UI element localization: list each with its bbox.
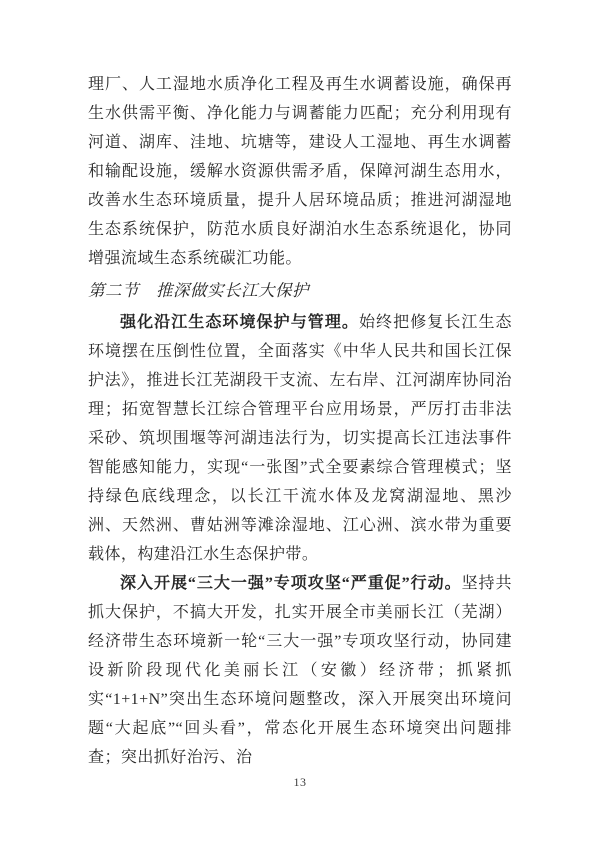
paragraph-text: 坚持共抓大保护，不搞大开发，扎实开展全市美丽长江（芜湖）经济带生态环境新一轮“三大一强”专项攻坚行动，协同建设新阶段现代化美丽长江（安徽）经济带；抓紧抓实“1+1+N”突出生态环境问题整改，深入开展突出环境问题“大起底”“回头看”，常态化开展生态环境突出问题排查；突出抓好治污、治 — [88, 575, 512, 766]
text-block — [88, 70, 512, 772]
paragraph-text: 始终把修复长江生态环境摆在压倒性位置，全面落实《中华人民共和国长江保护法》，推进长江芜湖段干支流、左右岸、江河湖库协同治理；拓宽智慧长江综合管理平台应用场景，严厉打击非法采砂、筑坝围堰等河湖违法行为，切实提高长江违法事件智能感知能力，实现“一张图”式全要素综合管理模式；坚持绿色底线理念，以长江干流水体及龙窝湖湿地、黑沙洲、天然洲、曹姑洲等滩涂湿地、江心洲、滨水带为重要载体，构建沿江水生态保护带。 — [88, 314, 512, 563]
paragraph — [88, 569, 512, 772]
page-number: 13 — [293, 775, 307, 789]
paragraph — [88, 308, 512, 569]
paragraph-text: 理厂、人工湿地水质净化工程及再生水调蓄设施，确保再生水供需平衡、净化能力与调蓄能力匹配；充分利用现有河道、湖库、洼地、坑塘等，建设人工湿地、再生水调蓄和输配设施，缓解水资源供需矛盾，保障河湖生态用水，改善水生态环境质量，提升人居环境品质；推进河湖湿地生态系统保护，防范水质良好湖泊水生态系统退化，协同增强流域生态系统碳汇功能。 — [88, 76, 512, 267]
paragraph-lead-bold: 深入开展“三大一强”专项攻坚“严重促”行动。 — [120, 575, 462, 592]
paragraph-lead-bold: 强化沿江生态环境保护与管理。 — [120, 314, 359, 331]
section-heading: 第二节 推深做实长江大保护 — [88, 281, 309, 300]
paragraph-continuation — [88, 70, 512, 273]
